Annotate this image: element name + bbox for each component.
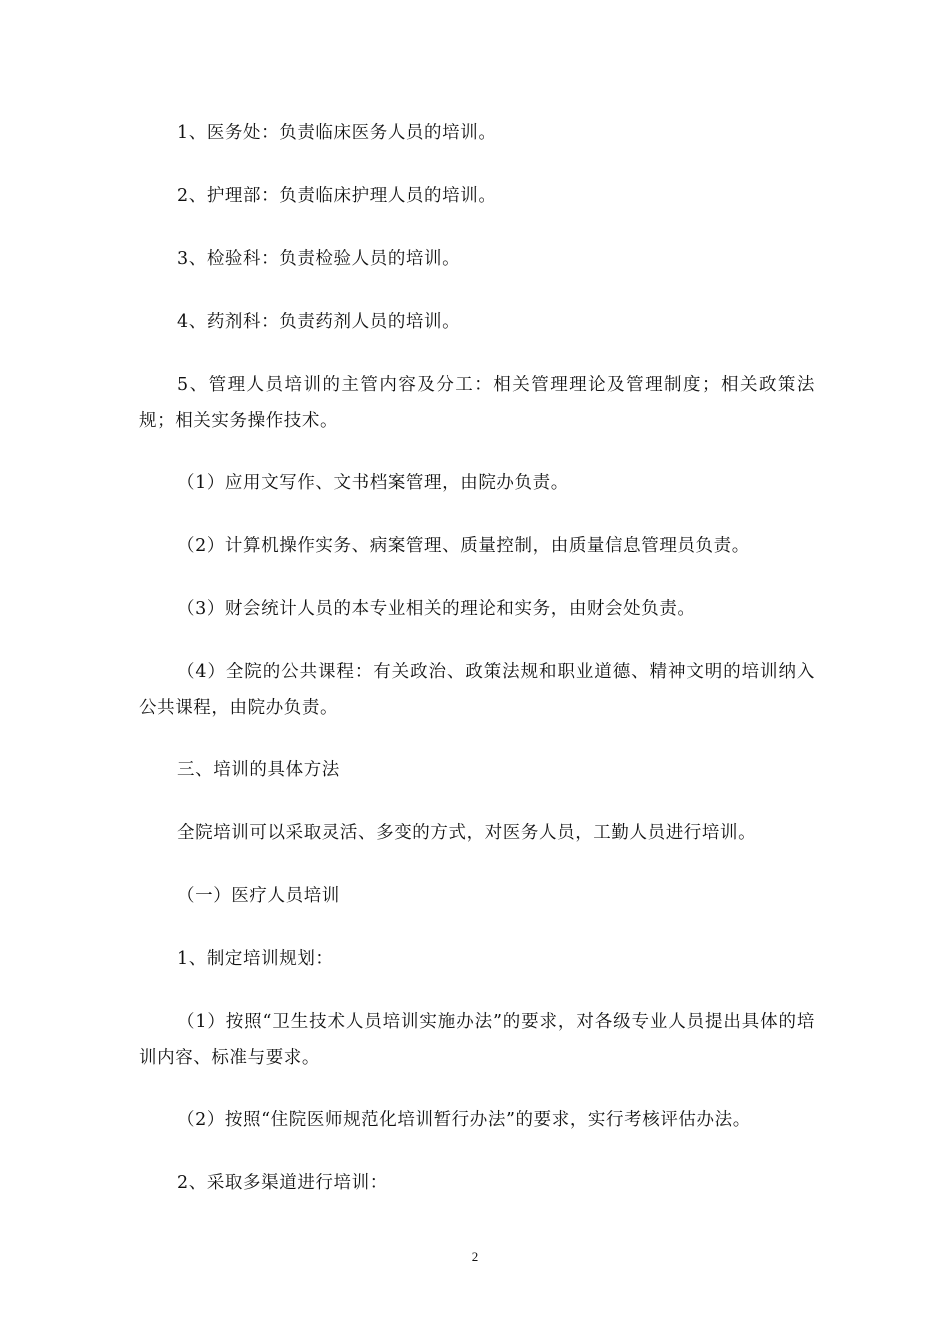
paragraph-training-approach: 全院培训可以采取灵活、多变的方式，对医务人员，工勤人员进行培训。	[177, 823, 757, 843]
paragraph-nursing-dept: 2、护理部：负责临床护理人员的培训。	[177, 186, 497, 206]
paragraph-plan-item-1: （1）按照“卫生技术人员培训实施办法”的要求，对各级专业人员提出具体的培训内容、标准与要求。	[139, 1012, 815, 1068]
paragraph-plan-heading: 1、制定培训规划：	[177, 949, 334, 969]
section-heading-methods: 三、培训的具体方法	[177, 760, 340, 780]
paragraph-pharmacy: 4、药剂科：负责药剂人员的培训。	[177, 312, 461, 332]
paragraph-laboratory: 3、检验科：负责检验人员的培训。	[177, 249, 461, 269]
paragraph-medical-affairs: 1、医务处：负责临床医务人员的培训。	[177, 123, 497, 143]
paragraph-item-3-finance: （3）财会统计人员的本专业相关的理论和实务，由财会处负责。	[177, 599, 696, 619]
paragraph-item-4-public-courses: （4）全院的公共课程：有关政治、政策法规和职业道德、精神文明的培训纳入公共课程，由院办负责。	[139, 662, 815, 718]
subsection-heading-medical-staff: （一）医疗人员培训	[177, 886, 340, 906]
paragraph-item-1-writing: （1）应用文写作、文书档案管理，由院办负责。	[177, 473, 569, 493]
paragraph-management-training: 5、管理人员培训的主管内容及分工：相关管理理论及管理制度；相关政策法规；相关实务操作技术。	[139, 375, 815, 431]
page-number: 2	[471, 1249, 479, 1264]
paragraph-item-2-computer: （2）计算机操作实务、病案管理、质量控制，由质量信息管理员负责。	[177, 536, 750, 556]
paragraph-multichannel: 2、采取多渠道进行培训：	[177, 1173, 388, 1193]
paragraph-plan-item-2: （2）按照“住院医师规范化培训暂行办法”的要求，实行考核评估办法。	[177, 1110, 751, 1130]
